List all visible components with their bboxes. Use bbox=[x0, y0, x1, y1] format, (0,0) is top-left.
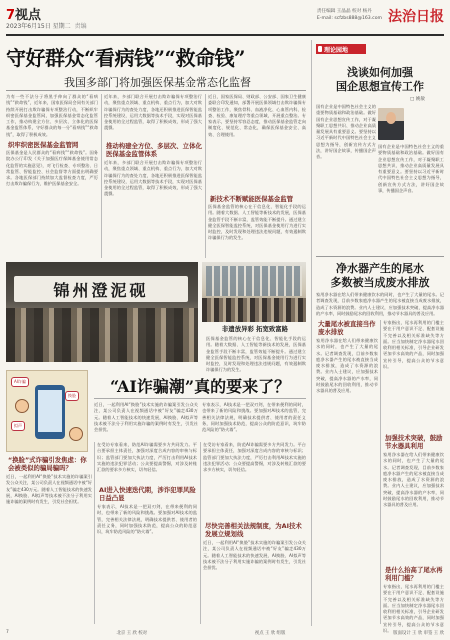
body-text: 国有企业是中国特色社会主义的重要物质基础和政治基础。做好国有企业思想宣传工作，对于凝聚职工思想共识、推动企业高质量发展具有重要意义。要坚持以习近平新时代中国特色社会主义思想为指导，创新宣传方式方法，讲好国企故事，传播国企声音。 bbox=[316, 104, 376, 160]
date-text: 2023年6月15日 星期二 bbox=[6, 23, 71, 30]
sub-heading: 加强技术突破，鼓励节水器具利用 bbox=[385, 434, 443, 450]
body-text: 家用净水器在给人们带来健康饮水的同时，也产生了大量的尾水。记者调查发现，目前多数家庭净水器产生的尾水被直接当成废水排放，造成了水资源的浪费。业内人士建议，应加强技术突破，提高净水器的产水率，同时鼓励尾水的回收利用，推动节水器具的普及应用。 bbox=[383, 452, 444, 508]
bubble-label: AI诈骗 bbox=[11, 377, 29, 387]
page-header bbox=[6, 4, 444, 32]
face-icon bbox=[15, 399, 29, 413]
headline-line: 浅谈如何加强 bbox=[347, 66, 413, 79]
section-name: 视点 bbox=[15, 8, 42, 23]
sub-heading: 是什么抬高了尾水再利用门槛？ bbox=[385, 566, 443, 582]
body-text: 近日，国家医保局、财政部、公安部、国家卫生健康委联合印发通知，部署开展医保领域打击欺诈骗保专项整治工作，聚焦骨科、血液净化、心血管内科、检查、检验、康复理疗等重点领域，开展重点整治。专家表示，要坚持零容忍态度，推动医保基金监管走向制度化、规范化、常态化，确保医保基金安全、高效、合理使用。 bbox=[208, 94, 306, 137]
tag-icon bbox=[318, 46, 322, 52]
footer-credit: 视点 王 欣 组版 bbox=[254, 631, 286, 636]
body-text: 在受访专家看来，防范AI诈骗需要多方共同发力。平台要承担主体责任，加强对深度合成内容的审核与标识；监管部门要加大执法力度，严厉打击利用AI技术实施的违法犯罪活动；公众要提高警惕，对涉及转账汇款的要求多方核实，切勿轻信。 bbox=[203, 442, 306, 473]
theory-column-tag bbox=[316, 44, 366, 54]
body-text: 近日，一起利用AI“换脸”技术实施的诈骗案引发公众关注，某公司负责人在视频通话中被“好友”骗走430万元。随着人工智能技术的快速发展，AI换脸、AI拟声等技术被不法分子利用实施诈骗的案例时有发生，引发社会担忧。 bbox=[203, 540, 306, 571]
headline-line: 净水器产生的尾水 bbox=[336, 262, 424, 275]
body-text: 近年来，多部门联合开展打击欺诈骗保专项整治行动，聚焦重点领域、重点机构、重点行为，加大对欺诈骗保行为的查处力度，各地还积极推进医保智能监控系统建设，运用大数据等技术手段，实现对医保基金使用的全过程监管，取得了积极成效，形成了强大震慑。 bbox=[104, 94, 202, 131]
body-text: 在受访专家看来，防范AI诈骗需要多方共同发力。平台要承担主体责任，加强对深度合成内容的审核与标识；监管部门要加大执法力度，严厉打击利用AI技术实施的违法犯罪活动；公众要提高警惕，对涉及转账汇款的要求多方核实，切勿轻信。 bbox=[97, 442, 197, 473]
face-icon bbox=[69, 427, 83, 441]
editor-line: 责任编辑 王晶晶 校对 杨丹 bbox=[316, 9, 372, 14]
author-portrait bbox=[378, 108, 404, 140]
column-divider bbox=[380, 320, 381, 624]
newspaper-logo: 法治日报 bbox=[388, 9, 444, 25]
sub-heading: 新技术不断赋能医保基金监管 bbox=[210, 195, 294, 203]
body-text: 近日，一起利用AI“换脸”技术实施的诈骗案引发公众关注，某公司负责人在视频通话中被“好友”骗走430万元。随着人工智能技术的快速发展，AI换脸、AI拟声等技术被不法分子利用实施诈骗的案例时有发生，引发社会担忧。 bbox=[6, 474, 92, 505]
email-line: E-mail: scfzbs888@163.com bbox=[316, 16, 382, 21]
body-text: 为有一些不法分子将黑手伸向了群众的“看病钱”“救命钱”，近年来，国家医保局会同有关部门持续开展打击欺诈骗保专项整治行动，不断织牢织密医保基金监管网，加强医保基金常态化监管工作，推动构建全方位、多层次、立体化的医保基金监管体系，守好群众的每一分“看病钱”“救命钱”，取得了积极成效。 bbox=[6, 94, 98, 137]
photo-visitors bbox=[202, 298, 306, 322]
bubble-label: 换脸 bbox=[65, 391, 79, 401]
section-number: 7 bbox=[6, 8, 16, 23]
main-headline: 守好群众“看病钱”“救命钱” bbox=[6, 46, 246, 70]
news-photo-exhibition bbox=[202, 262, 306, 322]
body-text: 医保基金监管的核心在于信息化、智能化手段的运用。随着大数据、人工智能等新技术的发展，医保基金监管手段不断丰富，监管效能不断提升。通过建立健全医保智能监控系统，对医保基金使用行为进行实时监控，及时发现和处理违法违规问题，有效遏制欺诈骗保行为的发生。 bbox=[208, 204, 306, 241]
sub-heading: “换脸”式诈骗引发焦虑：你会被类似的骗局骗吗？ bbox=[8, 456, 87, 472]
edition-tag: 责编 bbox=[74, 23, 87, 30]
sub-heading: 尽快完善相关法规制度，为AI技术发展立规划线 bbox=[205, 522, 302, 538]
page-footer bbox=[6, 630, 444, 636]
photo-caption: 非遗放异彩 拓宽致富路 bbox=[221, 325, 289, 333]
headline-line: 多数被当成废水排放 bbox=[330, 276, 430, 289]
body-text: 专家指出，尾水再利用的门槛主要在于用户意识不足、配套设施不完善以及相关标准缺失等方面。应当加快制定净水器尾水回收利用相关标准，引导企业研发更加节水高效的产品，同时加强宣传引导，提高公众的节水意识。 bbox=[383, 584, 444, 634]
editor-meta bbox=[317, 8, 382, 22]
body-text: 专家表示，AI技术是一把双刃剑，在带来便利的同时，也带来了新的风险和挑战。要加强对AI技术的监管，完善相关法律法规，明确技术提供者、使用者的责任义务，同时加强技术防范，提高公众的防范意识，筑牢防范风险的“防火墙”。 bbox=[202, 402, 306, 433]
ai-headline: “AI诈骗潮”真的要来了？ bbox=[110, 377, 291, 396]
ai-headline-divider bbox=[94, 398, 306, 399]
body-text: 家用净水器在给人们带来健康饮水的同时，也产生了大量的尾水。记者调查发现，目前多数家庭净水器产生的尾水被直接当成废水排放，造成了水资源的浪费。业内人士建议，应加强技术突破，提高净水器的产水率，同时鼓励尾水的回收利用，推动节水器具的普及应用。 bbox=[316, 338, 378, 394]
sub-heading: AI进入快速迭代期，涉诈犯罪风险日益凸显 bbox=[99, 486, 196, 502]
sub-heading: 织牢织密医保基金监管网 bbox=[8, 141, 79, 149]
photo-banner bbox=[14, 276, 188, 302]
body-text: 国有企业是中国特色社会主义的重要物质基础和政治基础。做好国有企业思想宣传工作，对于凝聚职工思想共识、推动企业高质量发展具有重要意义。要坚持以习近平新时代中国特色社会主义思想为指导，创新宣传方式方法，讲好国企故事，传播国企声音。 bbox=[378, 144, 444, 194]
body-text: 家用净水器在给人们带来健康饮水的同时，也产生了大量的尾水。记者调查发现，目前多数家庭净水器产生的尾水被直接当成废水排放，造成了水资源的浪费。业内人士建议，应加强技术突破，提高净水器的产水率，同时鼓励尾水的回收利用，推动节水器具的普及应用。 bbox=[316, 292, 444, 316]
body-text: 近日，一起利用AI“换脸”技术实施的诈骗案引发公众关注，某公司负责人在视频通话中被“好友”骗走430万元。随着人工智能技术的快速发展，AI换脸、AI拟声等技术被不法分子利用实施诈骗的案例时有发生，引发社会担忧。 bbox=[94, 402, 198, 433]
phone-icon bbox=[35, 385, 65, 439]
news-photo-inkstone bbox=[6, 262, 198, 362]
headline-divider bbox=[6, 90, 306, 91]
column-divider bbox=[94, 442, 95, 624]
body-text: 近年来，多部门联合开展打击欺诈骗保专项整治行动，聚焦重点领域、重点机构、重点行为，加大对欺诈骗保行为的查处力度，各地还积极推进医保智能监控系统建设，运用大数据等技术手段，实现对医保基金使用的全过程监管，取得了积极成效，形成了强大震慑。 bbox=[104, 160, 202, 197]
issue-date bbox=[6, 21, 87, 30]
sub-heading: 推动构建全方位、多层次、立体化医保基金监管体系 bbox=[106, 142, 202, 158]
column-divider bbox=[205, 94, 206, 258]
header-divider bbox=[6, 34, 444, 36]
caption-text: 医保基金监管的核心在于信息化、智能化手段的运用。随着大数据、人工智能等新技术的发展，医保基金监管手段不断丰富，监管效能不断提升。通过建立健全医保智能监控系统，对医保基金使用行为进行实时监控，及时发现和处理违法违规问题，有效遏制欺诈骗保行为的发生。 bbox=[206, 336, 306, 373]
theory-headline bbox=[316, 66, 444, 94]
column-divider bbox=[200, 442, 201, 624]
ai-fraud-illustration bbox=[6, 370, 88, 452]
tag-label: 理论园地 bbox=[324, 47, 349, 54]
footer-credit: 版面设计 王 欣 审签 王 欣 bbox=[393, 631, 444, 636]
body-text: 专家指出，尾水再利用的门槛主要在于用户意识不足、配套设施不完善以及相关标准缺失等方面。应当加快制定净水器尾水回收利用相关标准，引导企业研发更加节水高效的产品，同时加强宣传引导，提高公众的节水意识。 bbox=[383, 320, 444, 370]
bubble-label: 拟声 bbox=[11, 421, 25, 431]
section-divider bbox=[316, 256, 444, 257]
sub-heading: 大量尾水被直接当作废水排放 bbox=[318, 320, 376, 336]
column-divider bbox=[101, 94, 102, 258]
column-divider bbox=[311, 40, 312, 626]
photo-display-wall bbox=[206, 266, 302, 296]
footer-credit: 北京 王 欣 校对 bbox=[116, 631, 148, 636]
photo-crowd bbox=[6, 308, 198, 362]
body-text: 专家表示，AI技术是一把双刃剑，在带来便利的同时，也带来了新的风险和挑战。要加强对AI技术的监管，完善相关法律法规，明确技术提供者、使用者的责任义务，同时加强技术防范，提高公众的防范意识，筑牢防范风险的“防火墙”。 bbox=[97, 504, 197, 535]
headline-line: 国企思想宣传工作 bbox=[336, 80, 424, 93]
banner-text: 锦州澄泥砚 bbox=[53, 280, 149, 300]
main-subheadline: 我国多部门将加强医保基金常态化监督 bbox=[64, 76, 251, 89]
footer-page: 7 bbox=[6, 630, 9, 635]
body-text: 医保基金是人民群众的“看病钱”“救命钱”。国务院办公厅印发《关于加强医疗保障基金使用常态化监管的实施意见》，对飞行检查、专项整治、日常监管、智能监控、社会监督等方面提出明确要求。各地医保部门持续加大监督检查力度，严厉打击欺诈骗保行为，维护医保基金安全。 bbox=[6, 150, 98, 187]
water-purifier-headline bbox=[316, 262, 444, 290]
phone-screen bbox=[38, 390, 62, 432]
byline: □ 姚敏 bbox=[410, 97, 425, 102]
